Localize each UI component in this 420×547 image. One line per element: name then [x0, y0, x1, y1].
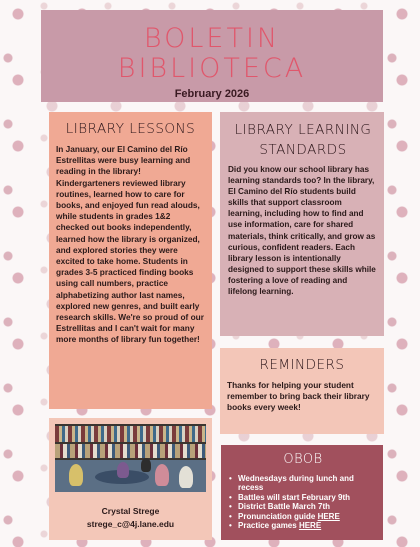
list-item	[229, 502, 377, 511]
obob-item-text: District Battle March 7th	[238, 502, 331, 512]
pronunciation-guide-link[interactable]: HERE	[317, 511, 340, 521]
librarian-email[interactable]: strege_c@4j.lane.edu	[86, 519, 175, 529]
obob-heading: OBOB	[283, 452, 323, 467]
reminders-section	[220, 348, 384, 434]
issue-date: February 2026	[174, 88, 250, 100]
obob-item-text: Practice games	[238, 521, 299, 531]
newsletter-header	[41, 10, 383, 102]
librarian-name: Crystal Strege	[101, 506, 160, 516]
practice-games-link[interactable]: HERE	[298, 521, 322, 531]
list-item	[229, 512, 377, 521]
library-lessons-section	[49, 112, 212, 409]
standards-heading: LIBRARY LEARNING STANDARDS	[234, 122, 372, 158]
contact-section	[49, 418, 212, 540]
list-item	[229, 474, 377, 493]
obob-list	[229, 474, 377, 530]
obob-item-text: Pronunciation guide	[238, 511, 318, 521]
obob-item-text: Wednesdays during lunch and recess	[238, 474, 354, 493]
reminders-body: Thanks for helping your student remember to bring back their library books every week!	[227, 380, 370, 413]
reminders-heading: REMINDERS	[259, 357, 345, 373]
lessons-body: In January, our El Camino del Río Estrellitas were busy learning and reading in the library! Kindergarteners reviewed library routines, learned how to care for books, and enjoyed fun read alouds, while students in grades 1&2 checked out books independently, learned how the library is organized, and explored stories they were excited to take home. Students in grades 3-5 practiced finding books using call numbers, practice alphabetizing author last names, explored new genres, and built early research skills. We're so proud of our Estrellitas and I can't wait for many more months of library fun together!	[56, 144, 204, 345]
library-classroom-photo	[55, 424, 206, 492]
learning-standards-section	[220, 112, 384, 336]
title-line-1: BOLETIN	[143, 23, 281, 54]
list-item	[229, 521, 377, 530]
obob-item-text: Battles will start February 9th	[238, 492, 351, 502]
lessons-heading: LIBRARY LESSONS	[65, 121, 196, 137]
title-line-2: BIBLIOTECA	[117, 53, 307, 84]
list-item	[229, 493, 377, 502]
obob-section	[221, 445, 383, 540]
standards-body: Did you know our school library has learning standards too? In the library, El Camino del Río students build skills that support classroom learning, including how to find and use information, care for shared materials, think critically, and grow as curious, confident readers. Each library lesson is intentionally designed to support these skills while fostering a love of reading and lifelong learning.	[228, 165, 376, 297]
